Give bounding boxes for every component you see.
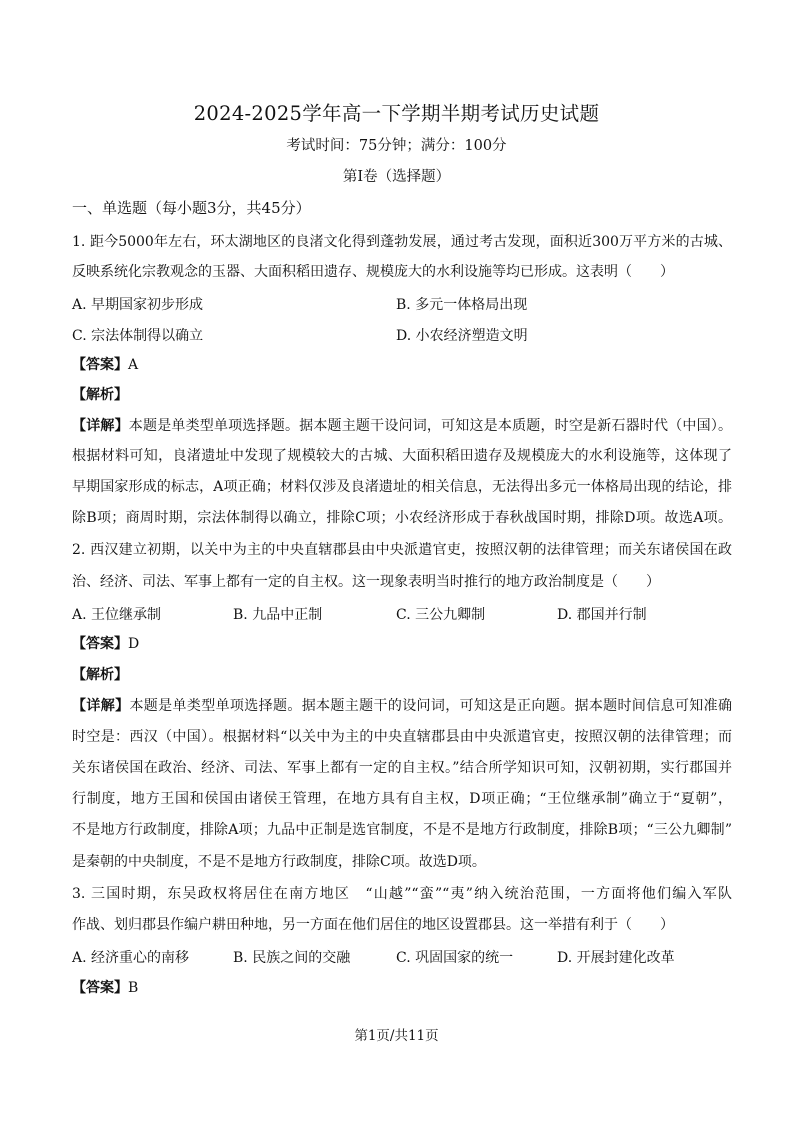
answer-tag: 【答案】 — [72, 636, 128, 652]
volume-heading: 第Ⅰ卷（选择题） — [342, 169, 451, 185]
q1-option-b: B. 多元一体格局出现 — [396, 297, 528, 313]
q1-option-a: A. 早期国家初步形成 — [72, 297, 204, 313]
q2-option-b: B. 九品中正制 — [233, 607, 323, 623]
q2-detail-line-3: 关东诸侯国在政治、经济、司法、军事上都有一定的自主权。”结合所学知识可知，汉朝初期，实行郡国并 — [72, 760, 732, 776]
q2-detail-line-1: 【详解】本题是单类型单项选择题。据本题主题干的设问词，可知这是正向题。据本题时间信息可知准确 — [72, 698, 733, 714]
exam-info: 考试时间：75分钟；满分：100分 — [286, 138, 507, 154]
q3-option-a: A. 经济重心的南移 — [72, 950, 190, 966]
q2-option-c: C. 三公九卿制 — [396, 607, 486, 623]
q3-stem-line-2: 作战、划归郡县作编户耕田种地，另一方面在他们居住的地区设置郡县。这一举措有利于（ ） — [72, 917, 674, 933]
q3-option-d: D. 开展封建化改革 — [557, 950, 675, 966]
q2-option-d: D. 郡国并行制 — [557, 607, 647, 623]
answer-value: B — [128, 980, 139, 996]
q1-detail-line-1: 【详解】本题是单类型单项选择题。据本题主题干设问词，可知这是本质题，时空是新石器时代（中国）。 — [72, 418, 733, 434]
section-heading: 一、单选题（每小题3分，共45分） — [72, 199, 311, 217]
q3-option-b: B. 民族之间的交融 — [233, 950, 351, 966]
q1-option-c: C. 宗法体制得以确立 — [72, 328, 204, 344]
q1-analysis-tag: 【解析】 — [72, 387, 128, 403]
answer-value: A — [128, 357, 139, 373]
answer-tag: 【答案】 — [72, 357, 128, 373]
q2-stem-line-2: 治、经济、司法、军事上都有一定的自主权。这一现象表明当时推行的地方政治制度是（ ） — [72, 574, 660, 590]
answer-tag: 【答案】 — [72, 980, 128, 996]
q2-stem-line-1: 2. 西汉建立初期，以关中为主的中央直辖郡县由中央派遣官吏，按照汉朝的法律管理；而关东诸侯国在政 — [72, 542, 732, 558]
q2-detail-line-5: 不是地方行政制度，排除A项；九品中正制是选官制度，不是不是地方行政制度，排除B项；“三公九卿制” — [72, 822, 732, 838]
q2-detail-line-2: 时空是：西汉（中国）。根据材料“以关中为主的中央直辖郡县由中央派遣官吏，按照汉朝的法律管理；而 — [72, 729, 732, 745]
q1-answer — [72, 355, 732, 375]
q1-detail-line-2: 根据材料可知，良渚遗址中发现了规模较大的古城、大面积稻田遗存及规模庞大的水利设施等，这体现了 — [72, 448, 732, 464]
q3-option-c: C. 巩固国家的统一 — [396, 950, 514, 966]
q2-detail-line-6: 是秦朝的中央制度，不是不是地方行政制度，排除C项。故选D项。 — [72, 854, 486, 870]
q1-stem-line-1: 1. 距今5000年左右，环太湖地区的良渚文化得到蓬勃发展，通过考古发现，面积近300万平方米的古城、 — [72, 234, 732, 250]
page-footer: 第1页/共11页 — [354, 1028, 439, 1044]
q1-option-d: D. 小农经济塑造文明 — [396, 328, 528, 344]
q3-answer — [72, 978, 732, 998]
answer-value: D — [128, 636, 140, 652]
q2-option-a: A. 王位继承制 — [72, 607, 162, 623]
exam-title: 2024-2025学年高一下学期半期考试历史试题 — [193, 102, 600, 125]
q2-analysis-tag: 【解析】 — [72, 667, 128, 683]
q1-detail-line-4: 除B项；商周时期，宗法体制得以确立，排除C项；小农经济形成于春秋战国时期，排除D项。故选A项。 — [72, 510, 732, 526]
q2-answer — [72, 634, 732, 654]
q1-stem-line-2: 反映系统化宗教观念的玉器、大面积稻田遗存、规模庞大的水利设施等均已形成。这表明（ ） — [72, 264, 674, 280]
q2-detail-line-4: 行制度，地方王国和侯国由诸侯王管理，在地方具有自主权，D项正确；“王位继承制”确立于“夏朝”， — [72, 791, 732, 807]
q1-detail-line-3: 早期国家形成的标志，A项正确；材料仅涉及良渚遗址的相关信息，无法得出多元一体格局出现的结论，排 — [72, 479, 732, 495]
q3-stem-line-1: 3. 三国时期，东吴政权将居住在南方地区 “山越”“蛮”“夷”纳入统治范围，一方面将他们编入军队 — [72, 886, 732, 902]
